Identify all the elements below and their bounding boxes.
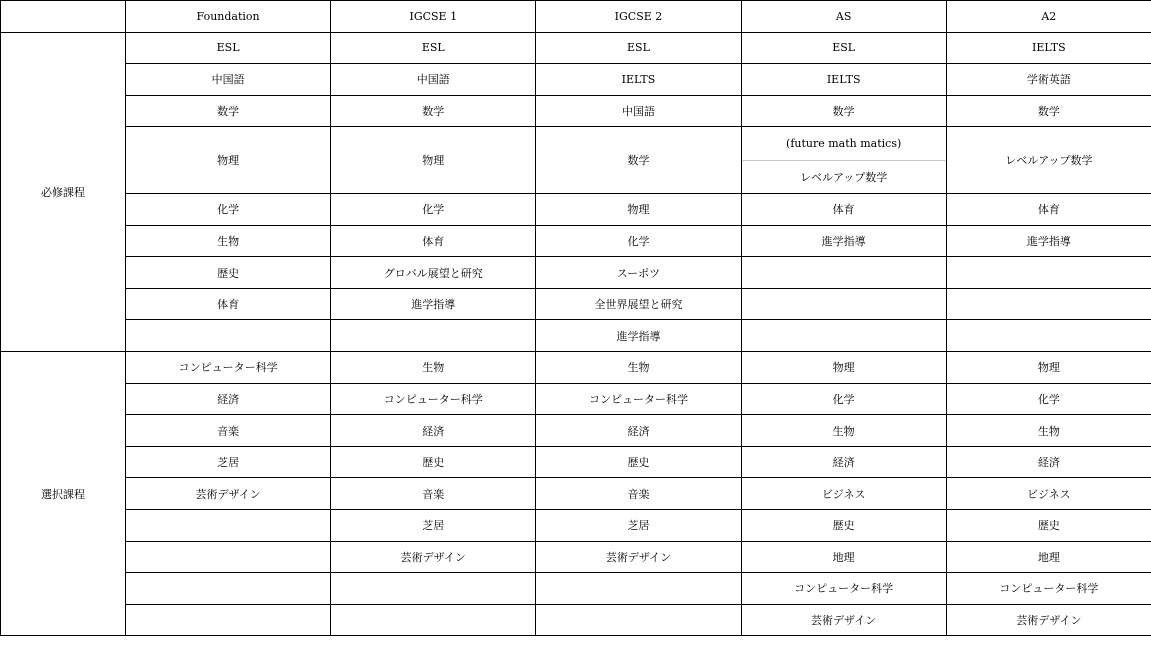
course-cell <box>741 320 946 352</box>
course-cell: 中国語 <box>126 64 331 96</box>
course-cell: レベルアップ数学 <box>946 127 1151 194</box>
course-cell <box>331 320 536 352</box>
course-cell: ESL <box>126 32 331 64</box>
course-cell: コンピューター科学 <box>741 573 946 605</box>
course-cell <box>536 604 741 636</box>
required-row <box>1 225 1151 257</box>
split-cell-stack <box>742 127 946 193</box>
required-row <box>1 95 1151 127</box>
curriculum-table-body <box>1 1 1151 636</box>
header-row <box>1 1 1151 33</box>
required-row <box>1 257 1151 289</box>
course-cell: 芸術デザイン <box>126 478 331 510</box>
elective-group-label: 選択課程 <box>1 352 126 636</box>
course-cell: 芸術デザイン <box>536 541 741 573</box>
required-group-label: 必修課程 <box>1 32 126 351</box>
elective-row <box>1 383 1151 415</box>
course-cell: グロバル展望と研究 <box>331 257 536 289</box>
course-cell: 体育 <box>741 194 946 226</box>
course-cell: IELTS <box>536 64 741 96</box>
course-cell: 体育 <box>331 225 536 257</box>
header-cell: IGCSE 1 <box>331 1 536 33</box>
course-cell: 全世界展望と研究 <box>536 288 741 320</box>
split-cell-bottom: レベルアップ数学 <box>800 170 888 184</box>
course-cell: 物理 <box>331 127 536 194</box>
course-cell: 経済 <box>741 446 946 478</box>
course-cell: 芝居 <box>536 510 741 542</box>
elective-row <box>1 446 1151 478</box>
course-cell <box>126 320 331 352</box>
course-cell: 数学 <box>126 95 331 127</box>
course-cell: 芝居 <box>331 510 536 542</box>
course-cell: ESL <box>536 32 741 64</box>
course-cell: 音楽 <box>331 478 536 510</box>
header-cell: Foundation <box>126 1 331 33</box>
required-row <box>1 127 1151 194</box>
course-cell: 生物 <box>331 352 536 384</box>
course-cell: 進学指導 <box>741 225 946 257</box>
course-cell: 地理 <box>741 541 946 573</box>
course-cell <box>741 288 946 320</box>
course-cell <box>741 257 946 289</box>
course-cell: 体育 <box>126 288 331 320</box>
course-cell: 体育 <box>946 194 1151 226</box>
required-row <box>1 194 1151 226</box>
elective-row <box>1 573 1151 605</box>
required-row <box>1 64 1151 96</box>
course-cell: 歴史 <box>741 510 946 542</box>
course-cell <box>946 288 1151 320</box>
course-cell: 物理 <box>536 194 741 226</box>
course-cell: 芝居 <box>126 446 331 478</box>
course-cell: ESL <box>741 32 946 64</box>
course-cell: 経済 <box>126 383 331 415</box>
course-cell <box>126 541 331 573</box>
header-corner-cell <box>1 1 126 33</box>
course-cell: 進学指導 <box>331 288 536 320</box>
required-row <box>1 288 1151 320</box>
course-cell: スーポツ <box>536 257 741 289</box>
split-cell <box>741 127 946 194</box>
course-cell: 数学 <box>331 95 536 127</box>
course-cell: 中国語 <box>331 64 536 96</box>
course-cell: コンピューター科学 <box>126 352 331 384</box>
course-cell: 生物 <box>536 352 741 384</box>
split-cell-top: (future math matics) <box>742 127 946 160</box>
course-cell <box>126 573 331 605</box>
course-cell: 経済 <box>946 446 1151 478</box>
course-cell: コンピューター科学 <box>331 383 536 415</box>
course-cell <box>331 604 536 636</box>
elective-row <box>1 541 1151 573</box>
course-cell: 芸術デザイン <box>741 604 946 636</box>
course-cell: 生物 <box>946 415 1151 447</box>
required-row <box>1 32 1151 64</box>
course-cell: 物理 <box>126 127 331 194</box>
elective-row <box>1 510 1151 542</box>
course-cell: 芸術デザイン <box>946 604 1151 636</box>
course-cell: 数学 <box>536 127 741 194</box>
course-cell: ESL <box>331 32 536 64</box>
course-cell: 音楽 <box>126 415 331 447</box>
elective-row <box>1 478 1151 510</box>
course-cell: 経済 <box>536 415 741 447</box>
header-cell: A2 <box>946 1 1151 33</box>
course-cell <box>946 320 1151 352</box>
course-cell: ビジネス <box>741 478 946 510</box>
course-cell: 化学 <box>946 383 1151 415</box>
course-cell: 化学 <box>536 225 741 257</box>
course-cell: 物理 <box>741 352 946 384</box>
course-cell: 化学 <box>126 194 331 226</box>
header-cell: AS <box>741 1 946 33</box>
course-cell: 進学指導 <box>536 320 741 352</box>
course-cell: 進学指導 <box>946 225 1151 257</box>
course-cell: IELTS <box>741 64 946 96</box>
course-cell: 化学 <box>741 383 946 415</box>
course-cell: 歴史 <box>946 510 1151 542</box>
course-cell: 地理 <box>946 541 1151 573</box>
elective-row <box>1 415 1151 447</box>
course-cell: 芸術デザイン <box>331 541 536 573</box>
course-cell: 物理 <box>946 352 1151 384</box>
course-cell: コンピューター科学 <box>536 383 741 415</box>
course-cell: 歴史 <box>536 446 741 478</box>
course-cell <box>331 573 536 605</box>
course-cell: 生物 <box>126 225 331 257</box>
course-cell: 数学 <box>741 95 946 127</box>
elective-row <box>1 604 1151 636</box>
course-cell: 化学 <box>331 194 536 226</box>
course-cell: コンピューター科学 <box>946 573 1151 605</box>
course-cell <box>126 510 331 542</box>
course-cell <box>126 604 331 636</box>
header-cell: IGCSE 2 <box>536 1 741 33</box>
course-cell: 歴史 <box>331 446 536 478</box>
elective-row <box>1 352 1151 384</box>
course-cell: 数学 <box>946 95 1151 127</box>
course-cell: 学術英語 <box>946 64 1151 96</box>
required-row <box>1 320 1151 352</box>
course-cell: 中国語 <box>536 95 741 127</box>
course-cell: IELTS <box>946 32 1151 64</box>
course-cell <box>946 257 1151 289</box>
course-cell: 音楽 <box>536 478 741 510</box>
course-cell: 生物 <box>741 415 946 447</box>
course-cell: ビジネス <box>946 478 1151 510</box>
course-cell: 歴史 <box>126 257 331 289</box>
course-cell <box>536 573 741 605</box>
course-cell: 経済 <box>331 415 536 447</box>
